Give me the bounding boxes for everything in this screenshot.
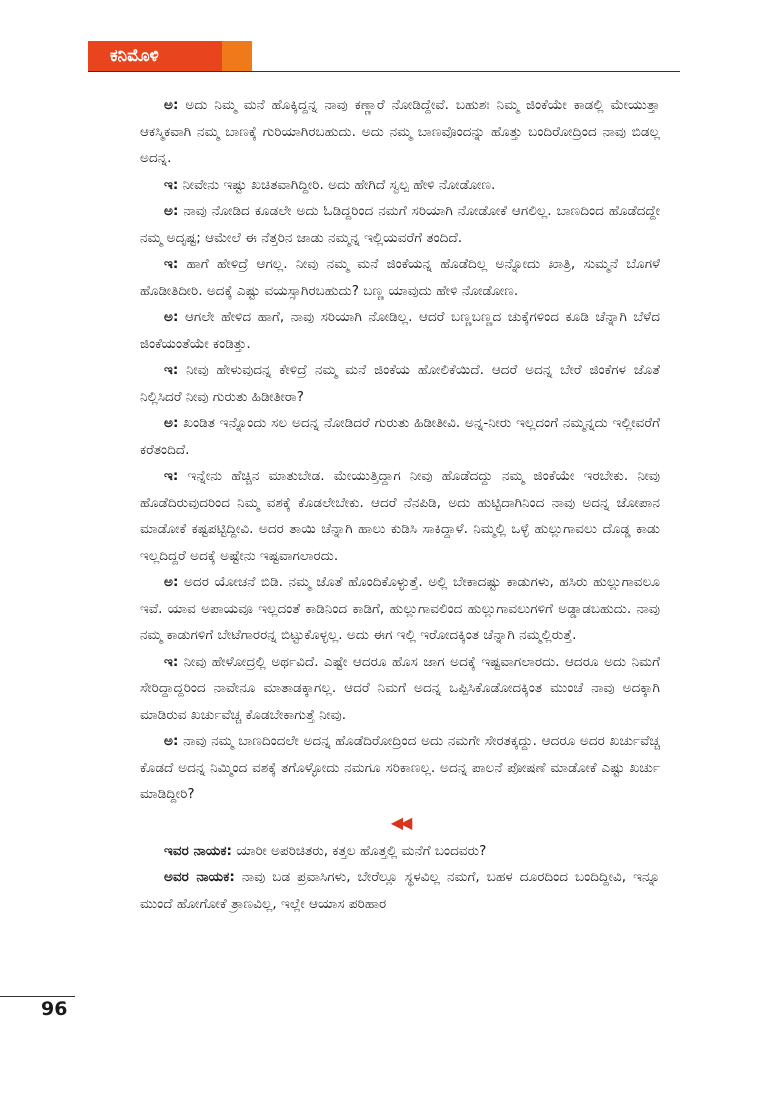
dialogue-text: ನಾವು ಬಡ ಪ್ರವಾಸಿಗಳು, ಬೇರೆಲ್ಲೂ ಸ್ಥಳವಿಲ್ಲ ನಮಗೆ, ಬಹಳ ದೂರದಿಂದ ಬಂದಿದ್ದೀವಿ, ಇನ್ನೂ ಮುಂದೆ ಹೋಗೋಕೆ ತ್ರಾಣವಿಲ್ಲ, ಇಲ್ಲೇ ಆಯಾಸ ಪರಿಹಾರ [140,869,661,912]
dialogue-text: ಇನ್ನೇನು ಹೆಚ್ಚಿನ ಮಾತುಬೇಡ. ಮೇಯುತ್ತಿದ್ದಾಗ ನೀವು ಹೊಡೆದದ್ದು ನಮ್ಮ ಜಿಂಕೆಯೇ ಇರಬೇಕು. ನೀವು ಹೊಡೆದಿರುವುದರಿಂದ ನಿಮ್ಮ ವಶಕ್ಕೆ ಕೊಡಲೇಬೇಕು. ಆದರೆ ನೆನಪಿಡಿ, ಅದು ಹುಟ್ಟಿದಾಗಿನಿಂದ ನಾವು ಅದನ್ನ ಜೋಪಾನ ಮಾಡೋಕೆ ಕಷ್ಟಪಟ್ಟಿದ್ದೀವಿ. ಅದರ ತಾಯಿ ಚೆನ್ನಾಗಿ ಹಾಲು ಕುಡಿಸಿ ಸಾಕಿದ್ದಾಳೆ. ನಿಮ್ಮಲ್ಲಿ ಒಳ್ಳೆ ಹುಲ್ಲುಗಾವಲು ದೊಡ್ಡ ಕಾಡು ಇಲ್ಲದಿದ್ದರೆ ಅದಕ್ಕೆ ಅಷ್ಟೇನು ಇಷ್ಟವಾಗಲಾರದು. [140,468,660,564]
section-break-icon: ◀◀ [390,812,410,832]
speaker-label: ಇ: [164,468,179,484]
dialogue-paragraph [140,410,660,463]
dialogue-paragraph [140,864,660,917]
dialogue-paragraph [140,92,660,172]
dialogue-text: ನಾವು ನೋಡಿದ ಕೂಡಲೇ ಅದು ಓಡಿದ್ದರಿಂದ ನಮಗೆ ಸರಿಯಾಗಿ ನೋಡೋಕೆ ಆಗಲಿಲ್ಲ. ಬಾಣದಿಂದ ಹೊಡೆದದ್ದೇ ನಮ್ಮ ಅದೃಷ್ಟ; ಆಮೇಲೆ ಈ ನೆತ್ತರಿನ ಜಾಡು ನಮ್ಮನ್ನ ಇಲ್ಲಿಯವರೆಗೆ ತಂದಿದೆ. [140,203,660,246]
dialogue-text: ಯಾರೀ ಅಪರಿಚಿತರು, ಕತ್ತಲ ಹೊತ್ತಲ್ಲಿ ಮನೆಗೆ ಬಂದವರು? [231,842,487,859]
header-title: ಕನಿಮೊಳಿ [110,46,159,66]
dialogue-text: ಆಗಲೇ ಹೇಳಿದ ಹಾಗೆ, ನಾವು ಸರಿಯಾಗಿ ನೋಡಿಲ್ಲ. ಆದರೆ ಬಣ್ಣಬಣ್ಣದ ಚುಕ್ಕೆಗಳಿಂದ ಕೂಡಿ ಚೆನ್ನಾಗಿ ಬೆಳೆದ ಜಿಂಕೆಯಂತೆಯೇ ಕಂಡಿತ್ತು. [140,309,660,352]
dialogue-paragraph [140,838,660,865]
dialogue-body [140,92,660,917]
top-rule [88,71,680,72]
speaker-label: ಅ: [164,309,179,325]
dialogue-paragraph [140,463,660,569]
speaker-label: ಅವರ ನಾಯಕ: [164,869,235,885]
footer-rule [0,996,75,997]
dialogue-text: ಅದರ ಯೋಚನೆ ಬಿಡಿ. ನಮ್ಮ ಜೊತೆ ಹೊಂದಿಕೊಳ್ಳುತ್ತೆ. ಅಲ್ಲಿ ಬೇಕಾದಷ್ಟು ಕಾಡುಗಳು, ಹಸಿರು ಹುಲ್ಲುಗಾವಲೂ ಇವೆ. ಯಾವ ಅಪಾಯವೂ ಇಲ್ಲದಂತೆ ಕಾಡಿನಿಂದ ಕಾಡಿಗೆ, ಹುಲ್ಲುಗಾವಲಿಂದ ಹುಲ್ಲುಗಾವಲುಗಳಿಗೆ ಅಡ್ಡಾಡಬಹುದು. ನಾವು ನಮ್ಮ ಕಾಡುಗಳಿಗೆ ಬೇಟೆಗಾರರನ್ನ ಬಿಟ್ಟುಕೊಳ್ಳಲ್ಲ. ಅದು ಈಗ ಇಲ್ಲಿ ಇರೋದಕ್ಕಿಂತ ಚೆನ್ನಾಗಿ ನಮ್ಮಲ್ಲಿರುತ್ತೆ. [140,574,660,643]
dialogue-paragraph [140,569,660,649]
speaker-label: ಅ: [164,574,179,590]
header-accent-block [222,41,252,71]
dialogue-paragraph [140,728,660,808]
page-number: 96 [41,998,68,1020]
dialogue-text: ನಾವು ನಮ್ಮ ಬಾಣದಿಂದಲೇ ಅದನ್ನ ಹೊಡೆದಿರೋದ್ರಿಂದ ಅದು ನಮಗೇ ಸೇರತಕ್ಕದ್ದು. ಆದರೂ ಅದರ ಖರ್ಚುವೆಚ್ಚ ಕೊಡದೆ ಅದನ್ನ ನಿಮ್ಮಿಂದ ವಶಕ್ಕೆ ತಗೊಳ್ಳೋದು ನಮಗೂ ಸರಿಕಾಣಲ್ಲ. ಅದನ್ನ ಪಾಲನೆ ಪೋಷಣೆ ಮಾಡೋಕೆ ಎಷ್ಟು ಖರ್ಚು ಮಾಡಿದ್ದೀರಿ? [140,733,660,802]
speaker-label: ಇ: [164,176,179,193]
dialogue-text: ಖಂಡಿತ ಇನ್ನೊಂದು ಸಲ ಅದನ್ನ ನೋಡಿದರೆ ಗುರುತು ಹಿಡೀತೀವಿ. ಅನ್ನ-ನೀರು ಇಲ್ಲದಂಗೆ ನಮ್ಮನ್ನದು ಇಲ್ಲೀವರೆಗೆ ಕರೆತಂದಿದೆ. [140,415,660,458]
dialogue-text: ನೀವೇನು ಇಷ್ಟು ಖಚಿತವಾಗಿದ್ದೀರಿ. ಅದು ಹೇಗಿದೆ ಸ್ವಲ್ಪ ಹೇಳಿ ನೋಡೋಣ. [178,176,496,193]
speaker-label: ಅ: [164,97,179,113]
dialogue-text: ಹಾಗೆ ಹೇಳಿದ್ರೆ ಆಗಲ್ಲ. ನೀವು ನಮ್ಮ ಮನೆ ಜಿಂಕೆಯನ್ನ ಹೊಡೆದಿಲ್ಲ ಅನ್ನೋದು ಖಾತ್ರಿ, ಸುಮ್ಮನೆ ಬೊಗಳೆ ಹೊಡೀತಿದೀರಿ. ಅದಕ್ಕೆ ಎಷ್ಟು ವಯಸ್ಸಾಗಿರಬಹುದು? ಬಣ್ಣ ಯಾವುದು ಹೇಳಿ ನೋಡೋಣ. [140,256,660,299]
dialogue-paragraph [140,172,660,199]
speaker-label: ಅ: [164,203,179,219]
speaker-label: ಇ: [164,653,179,670]
speaker-label: ಇವರ ನಾಯಕ: [164,842,232,859]
header-banner [88,41,252,71]
dialogue-text: ನೀವು ಹೇಳೋದ್ರಲ್ಲಿ ಅರ್ಥವಿದೆ. ಎಷ್ಟೇ ಆದರೂ ಹೊಸ ಜಾಗ ಅದಕ್ಕೆ ಇಷ್ಟವಾಗಲಾರದು. ಆದರೂ ಅದು ನಿಮಗೆ ಸೇರಿದ್ದಾದ್ದರಿಂದ ನಾವೇನೂ ಮಾತಾಡಕ್ಕಾಗಲ್ಲ. ಆದರೆ ನಿಮಗೆ ಅದನ್ನ ಒಪ್ಪಿಸಿಕೊಡೋದಕ್ಕಿಂತ ಮುಂಚೆ ನಾವು ಅದಕ್ಕಾಗಿ ಮಾಡಿರುವ ಖರ್ಚುವೆಚ್ಚ ಕೊಡಬೇಕಾಗುತ್ತೆ ನೀವು. [140,653,660,723]
speaker-label: ಇ: [164,256,179,272]
dialogue-paragraph [140,304,660,357]
dialogue-text: ನೀವು ಹೇಳುವುದನ್ನ ಕೇಳಿದ್ರೆ ನಮ್ಮ ಮನೆ ಜಿಂಕೆಯ ಹೋಲಿಕೆಯಿದೆ. ಆದರೆ ಅದನ್ನ ಬೇರೆ ಜಿಂಕೆಗಳ ಜೊತೆ ನಿಲ್ಲಿಸಿದರೆ ನೀವು ಗುರುತು ಹಿಡೀತೀರಾ? [140,362,660,405]
dialogue-paragraph [140,357,660,410]
dialogue-paragraph [140,649,660,729]
speaker-label: ಇ: [164,362,179,378]
dialogue-text: ಅದು ನಿಮ್ಮ ಮನೆ ಹೊಕ್ಕಿದ್ದನ್ನ ನಾವು ಕಣ್ಣಾರೆ ನೋಡಿದ್ದೇವೆ. ಬಹುಶಃ ನಿಮ್ಮ ಜಿಂಕೆಯೇ ಕಾಡಲ್ಲಿ ಮೇಯುತ್ತಾ ಆಕಸ್ಮಿಕವಾಗಿ ನಮ್ಮ ಬಾಣಕ್ಕೆ ಗುರಿಯಾಗಿರಬಹುದು. ಅದು ನಮ್ಮ ಬಾಣವೊಂದನ್ನು ಹೊತ್ತು ಬಂದಿರೋದ್ರಿಂದ ನಾವು ಬಿಡಲ್ಲ ಅದನ್ನ. [140,97,660,166]
speaker-label: ಅ: [164,415,179,431]
dialogue-paragraph [140,198,660,251]
dialogue-paragraph [140,251,660,304]
speaker-label: ಅ: [164,733,179,749]
